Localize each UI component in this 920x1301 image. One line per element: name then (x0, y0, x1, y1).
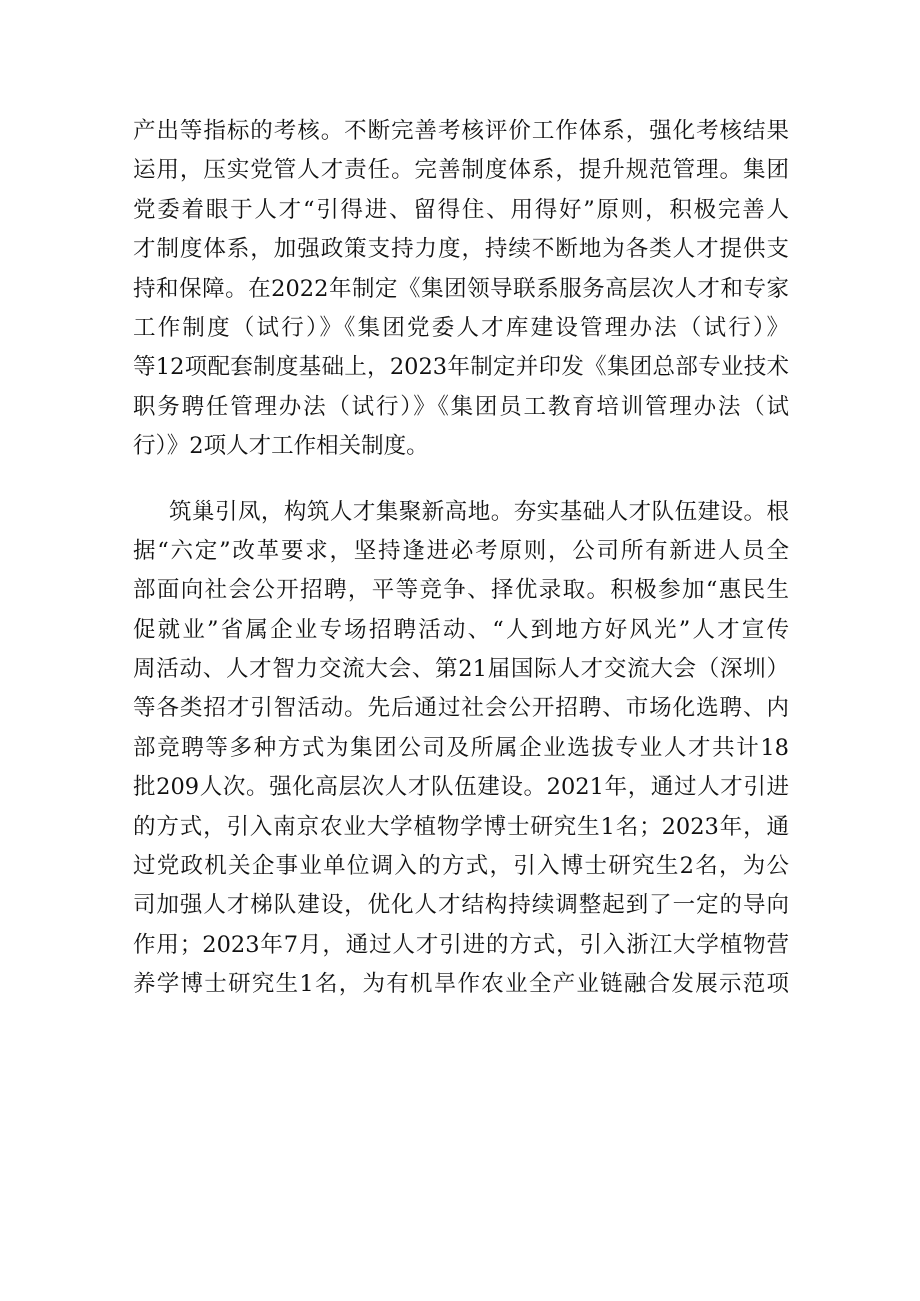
text-line: 行）》2项人才工作相关制度。 (133, 433, 429, 460)
text-line: 党委着眼于人才“引得进、留得住、用得好”原则，积极完善人 (133, 196, 789, 223)
text-line: 职务聘任管理办法（试行）》《集团员工教育培训管理办法（试 (133, 393, 789, 420)
text-line: 等各类招才引智活动。先后通过社会公开招聘、市场化选聘、内 (133, 695, 789, 722)
text-line: 司加强人才梯队建设，优化人才结构持续调整起到了一定的导向 (133, 892, 789, 919)
text-line: 部竞聘等多种方式为集团公司及所属企业选拔专业人才共计18 (133, 734, 789, 761)
text-line: 产出等指标的考核。不断完善考核评价工作体系，强化考核结果 (133, 118, 789, 144)
paragraph-1 (133, 112, 789, 467)
text-line: 据“六定”改革要求，坚持逢进必考原则，公司所有新进人员全 (133, 537, 789, 564)
text-line: 筑巢引凤，构筑人才集聚新高地。夯实基础人才队伍建设。根 (169, 498, 789, 525)
text-line: 部面向社会公开招聘，平等竞争、择优录取。积极参加“惠民生 (133, 577, 789, 604)
text-line: 工作制度（试行）》《集团党委人才库建设管理办法（试行）》 (133, 314, 789, 341)
text-line: 养学博士研究生1名，为有机旱作农业全产业链融合发展示范项 (133, 971, 789, 998)
text-line: 等12项配套制度基础上，2023年制定并印发《集团总部专业技术 (133, 354, 789, 381)
text-line: 运用，压实党管人才责任。完善制度体系，提升规范管理。集团 (133, 157, 789, 184)
text-line: 批209人次。强化高层次人才队伍建设。2021年，通过人才引进 (133, 774, 789, 801)
text-line: 周活动、人才智力交流大会、第21届国际人才交流大会（深圳） (133, 656, 789, 683)
text-line: 过党政机关企事业单位调入的方式，引入博士研究生2名，为公 (133, 853, 789, 880)
paragraph-2 (133, 493, 789, 1005)
text-line: 促就业”省属企业专场招聘活动、“人到地方好风光”人才宣传 (133, 616, 789, 643)
document-body (133, 112, 789, 1005)
text-line: 的方式，引入南京农业大学植物学博士研究生1名；2023年，通 (133, 813, 789, 840)
paragraph-spacer (133, 467, 789, 493)
text-line: 作用；2023年7月，通过人才引进的方式，引入浙江大学植物营 (133, 931, 789, 958)
text-line: 才制度体系，加强政策支持力度，持续不断地为各类人才提供支 (133, 236, 789, 263)
text-line: 持和保障。在2022年制定《集团领导联系服务高层次人才和专家 (133, 275, 789, 302)
